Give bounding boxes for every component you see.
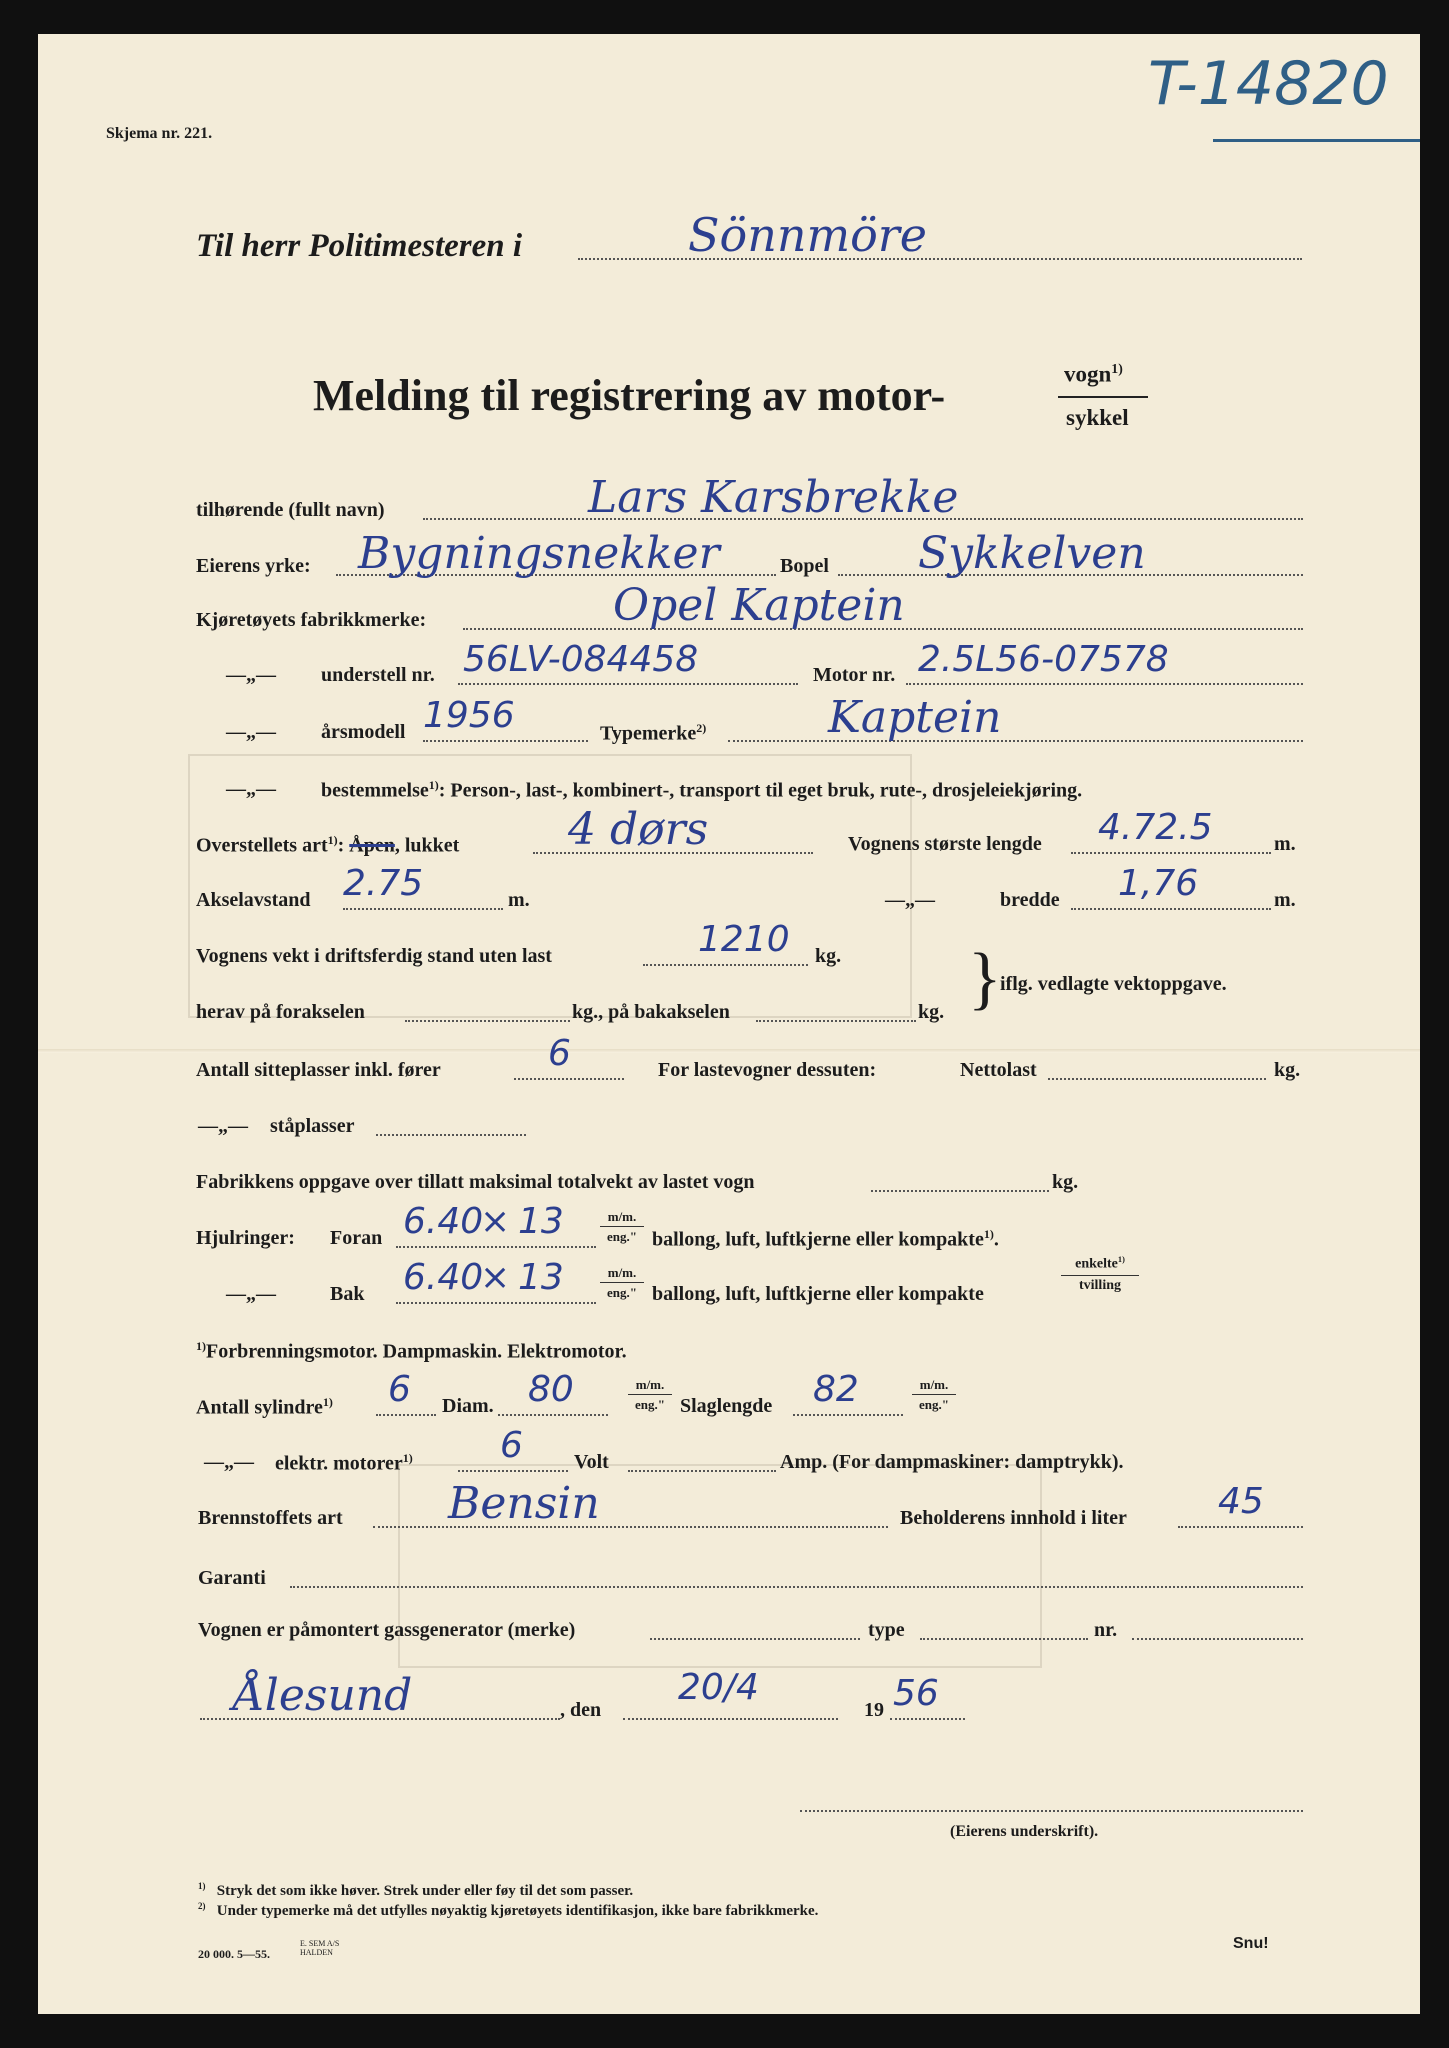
max-total-label: Fabrikkens oppgave over tillatt maksimal totalvekt av lastet vogn	[196, 1171, 755, 1193]
dots	[1132, 1638, 1303, 1640]
dots	[628, 1470, 776, 1472]
dots	[458, 1470, 568, 1472]
amp-label: Amp. (For dampmaskiner: damptrykk).	[780, 1451, 1124, 1473]
dots	[458, 683, 798, 685]
dots	[871, 1190, 1049, 1192]
weight-label: Vognens vekt i driftsferdig stand uten last	[196, 945, 552, 967]
ditto-mark: —„—	[198, 1115, 248, 1137]
body-type-label: Overstellets art$^{1)}$: Åpen, lukket	[196, 833, 460, 857]
gas-gen-label: Vognen er påmontert gassgenerator (merke)	[198, 1619, 576, 1641]
tires-front-label: Foran	[330, 1227, 383, 1249]
dots	[623, 1718, 838, 1720]
volt-value: 6	[500, 1425, 523, 1466]
title-frac-bar	[1058, 396, 1148, 398]
title-frac-bottom: sykkel	[1066, 405, 1129, 430]
dots	[1071, 908, 1271, 910]
dots	[1048, 1078, 1266, 1080]
addressee-value: Sönnmöre	[688, 208, 927, 262]
unit-m: m.	[1274, 833, 1296, 855]
schema-label: Skjema nr. 221.	[106, 125, 213, 142]
model-year-label: årsmodell	[321, 721, 406, 743]
dots	[498, 1414, 608, 1416]
single-twin-frac: enkelte$^{1)}$ tvilling	[1061, 1256, 1139, 1293]
form-sheet	[38, 34, 1420, 2014]
unit-frac: m/m. eng."	[628, 1378, 672, 1411]
ditto-mark: —„—	[204, 1451, 254, 1473]
wheelbase-value: 2.75	[343, 863, 424, 904]
engine-no-value: 2.5L56-07578	[918, 639, 1169, 680]
place-value: Ålesund	[233, 1670, 413, 1721]
unit-frac: m/m. eng."	[912, 1378, 956, 1411]
owner-name-label: tilhørende (fullt navn)	[196, 499, 385, 521]
dots	[793, 1414, 903, 1416]
type-label: type	[868, 1619, 905, 1641]
archive-underline	[1213, 139, 1420, 142]
footnote-1: $^{1)}$ Stryk det som ikke høver. Strek under eller føy til det som passer.	[198, 1881, 634, 1899]
tank-value: 45	[1218, 1481, 1264, 1522]
dots	[290, 1586, 1303, 1588]
chassis-value: 56LV-084458	[463, 639, 699, 680]
ditto-mark: —„—	[226, 664, 276, 686]
front-tire-width: 6.40	[403, 1201, 484, 1242]
ditto-mark: —„—	[885, 889, 935, 911]
dots	[756, 1020, 916, 1022]
footnote-2: $^{2)}$ Under typemerke må det utfylles nøyaktig kjøretøyets identifikasjon, ikke bare fabrikkmerke.	[198, 1901, 819, 1919]
profession-value: Bygningsnekker	[358, 528, 720, 579]
net-load-label: Nettolast	[960, 1059, 1037, 1081]
rear-tire-x: ×	[480, 1257, 511, 1298]
dots	[643, 964, 808, 966]
engine-no-label: Motor nr.	[813, 664, 896, 686]
cylinders-value: 6	[388, 1369, 411, 1410]
year-value: 56	[893, 1673, 939, 1714]
print-info: 20 000. 5—55.	[198, 1947, 270, 1961]
dots	[650, 1638, 860, 1640]
unit-m: m.	[1274, 889, 1296, 911]
warranty-label: Garanti	[198, 1567, 266, 1589]
rear-axle-label: kg., på bakakselen	[572, 1001, 730, 1023]
standing-label: ståplasser	[270, 1115, 355, 1137]
rear-tire-width: 6.40	[403, 1257, 484, 1298]
dots	[514, 1078, 624, 1080]
type-mark-label: Typemerke$^{2)}$	[600, 721, 707, 745]
unit-kg: kg.	[1052, 1171, 1079, 1193]
trucks-label: For lastevogner dessuten:	[658, 1059, 877, 1081]
rear-tire-diameter: 13	[518, 1257, 564, 1298]
ditto-mark: —„—	[226, 721, 276, 743]
cylinders-label: Antall sylindre$^{1)}$	[196, 1395, 333, 1419]
archive-mark: T-14820	[1148, 49, 1389, 119]
unit-m: m.	[508, 889, 530, 911]
turn-label: Snu!	[1233, 1935, 1269, 1952]
diam-label: Diam.	[442, 1395, 494, 1417]
ditto-mark: —„—	[226, 778, 276, 800]
diam-value: 80	[528, 1369, 574, 1410]
unit-kg: kg.	[918, 1001, 945, 1023]
unit-kg: kg.	[815, 945, 842, 967]
make-label: Kjøretøyets fabrikkmerke:	[196, 609, 427, 631]
dots	[906, 683, 1303, 685]
signature-label: (Eierens underskrift).	[950, 1823, 1099, 1840]
fuel-label: Brennstoffets art	[198, 1507, 343, 1529]
dots	[396, 1246, 596, 1248]
year-prefix: 19	[864, 1699, 884, 1721]
dots	[405, 1020, 570, 1022]
date-value: 20/4	[678, 1667, 759, 1708]
model-year-value: 1956	[423, 695, 515, 736]
dots	[1178, 1526, 1303, 1528]
profession-label: Eierens yrke:	[196, 555, 311, 577]
dots	[376, 1414, 436, 1416]
volt-label: Volt	[574, 1451, 609, 1473]
dots	[343, 908, 503, 910]
tank-label: Beholderens innhold i liter	[900, 1507, 1127, 1529]
title-frac-top: vogn$^{1)}$	[1064, 361, 1123, 387]
width-label: bredde	[1000, 889, 1060, 911]
dots	[578, 258, 1302, 260]
paper-fold	[38, 1049, 1420, 1053]
fuel-value: Bensin	[448, 1478, 600, 1529]
den-label: , den	[560, 1699, 602, 1721]
front-axle-label: herav på forakselen	[196, 1001, 365, 1023]
tire-types: ballong, luft, luftkjerne eller kompakte	[652, 1283, 984, 1305]
max-length-value: 4.72.5	[1098, 807, 1213, 848]
front-tire-x: ×	[480, 1201, 511, 1242]
unit-frac: m/m. eng."	[600, 1266, 644, 1299]
max-length-label: Vognens største lengde	[848, 833, 1042, 855]
residence-value: Sykkelven	[918, 528, 1146, 579]
printer-info: E. SEM A/S HALDEN	[300, 1939, 340, 1957]
dots	[423, 740, 588, 742]
signature-line	[800, 1810, 1303, 1812]
dots	[1071, 852, 1271, 854]
form-title: Melding til registrering av motor-	[313, 371, 946, 420]
stroke-value: 82	[813, 1369, 859, 1410]
type-mark-value: Kaptein	[828, 692, 1002, 743]
tires-rear-label: Bak	[330, 1283, 365, 1305]
weight-brace: }	[968, 940, 1002, 1017]
nr-label: nr.	[1094, 1619, 1118, 1641]
purpose-label: bestemmelse$^{1)}$: Person-, last-, kombinert-, transport til eget bruk, rute-, drosjeleiekjøring.	[321, 778, 1083, 802]
tires-label: Hjulringer:	[196, 1227, 295, 1249]
dots	[890, 1718, 965, 1720]
ditto-mark: —„—	[226, 1283, 276, 1305]
seats-value: 6	[548, 1033, 571, 1074]
tire-types: ballong, luft, luftkjerne eller kompakte$^{1)}$.	[652, 1227, 999, 1251]
dots	[396, 1302, 596, 1304]
residence-label: Bopel	[780, 555, 829, 577]
dots	[376, 1134, 526, 1136]
addressee-prefix: Til herr Politimesteren i	[196, 228, 523, 264]
dots	[920, 1638, 1088, 1640]
body-type-value: 4 dørs	[568, 804, 709, 855]
seats-label: Antall sitteplasser inkl. fører	[196, 1059, 441, 1081]
owner-name-value: Lars Karsbrekke	[588, 472, 959, 523]
stroke-label: Slaglengde	[680, 1395, 773, 1417]
dots	[728, 740, 1303, 742]
wheelbase-label: Akselavstand	[196, 889, 311, 911]
width-value: 1,76	[1118, 863, 1199, 904]
engine-types: $^{1)}$Forbrenningsmotor. Dampmaskin. Elektromotor.	[196, 1339, 627, 1363]
unit-kg: kg.	[1274, 1059, 1301, 1081]
elec-motors-label: elektr. motorer$^{1)}$	[275, 1451, 413, 1475]
front-tire-diameter: 13	[518, 1201, 564, 1242]
weight-value: 1210	[698, 919, 790, 960]
weight-note: iflg. vedlagte vektoppgave.	[1000, 973, 1227, 995]
chassis-label: understell nr.	[321, 664, 435, 686]
make-value: Opel Kaptein	[613, 580, 905, 631]
unit-frac: m/m. eng."	[600, 1210, 644, 1243]
